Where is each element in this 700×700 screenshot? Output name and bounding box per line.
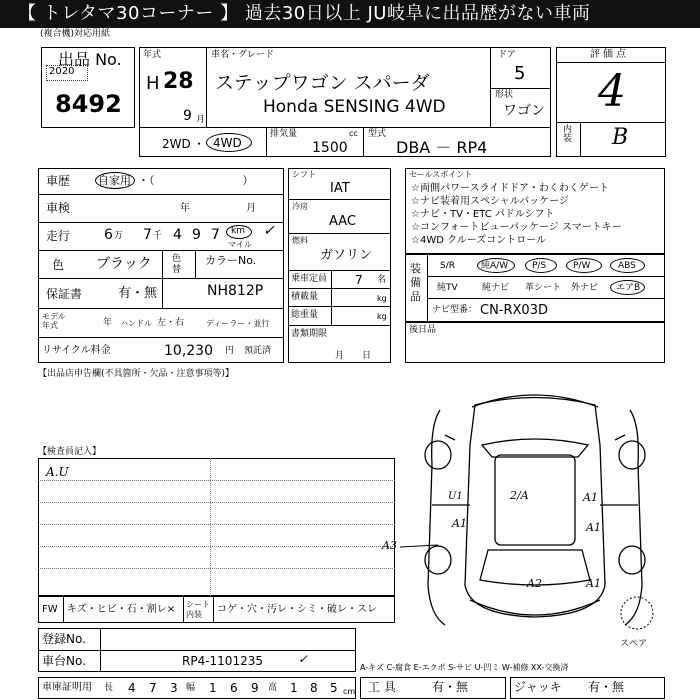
lot-number: 8492 (55, 90, 122, 118)
mileage-label: 走行 (46, 229, 71, 243)
length-2: 7 (149, 681, 157, 695)
inspection-label: 車検 (46, 201, 71, 215)
aircon-label: 冷房 (292, 202, 308, 211)
equip-navi: 純ナビ (482, 283, 510, 293)
height-3: 5 (330, 681, 338, 695)
seat-label: シート内装 (186, 600, 210, 619)
mark-a3: A3 (382, 539, 397, 552)
model-name: ステップワゴン スパーダ (215, 72, 430, 94)
mileage-sen: 千 (153, 231, 163, 241)
year-era: H (146, 73, 160, 94)
handle-label: ハンドル (120, 319, 152, 328)
mileage-digit-2: 7 (143, 227, 152, 243)
mark-a1-right-top: A1 (583, 491, 598, 504)
mark-a1-right-bottom: A1 (586, 577, 601, 590)
mileage-check: ✓ (263, 223, 275, 239)
score-value: 4 (598, 66, 626, 117)
doors-value: 5 (514, 63, 526, 84)
engine-label: 排気量 (270, 129, 298, 139)
doors-label: ドア (498, 50, 516, 60)
selling-point-1: ☆両側パワースライドドア・わくわくゲート (411, 183, 609, 194)
model-year-unit: 年 (103, 318, 113, 328)
docs-label: 書類期限 (291, 329, 328, 339)
seller-notes-label: 【出品店申告欄(不具箇所・欠品・注意事項等)】 (38, 369, 235, 379)
selling-point-2: ☆ナビ装着用スペシャルパッケージ (411, 196, 569, 207)
warranty-value: 有・無 (118, 286, 158, 301)
aftermarket-box (405, 322, 665, 363)
recycle-note: 預託済 (244, 346, 272, 356)
width-label: 幅 (186, 683, 196, 693)
fuel-label: 燃料 (292, 236, 308, 245)
selling-point-4: ☆コンフォートビューパッケージ スマートキー (411, 222, 622, 233)
year-month: 9 (183, 108, 192, 124)
dealer-label: ディーラー・並行 (206, 319, 270, 328)
recycle-unit: 円 (225, 346, 235, 356)
handle-value: 左・右 (157, 318, 185, 328)
docs-unit: 月日 (335, 351, 390, 361)
capacity-label: 乗車定員 (291, 274, 328, 284)
engine-unit: cc (349, 129, 358, 138)
warranty-label: 保証書 (46, 287, 83, 301)
engine-value: 1500 (312, 140, 348, 156)
length-1: 4 (128, 681, 136, 695)
equip-abs: ABS (618, 261, 636, 271)
fw-items: キズ・ヒビ・石・割レ× (67, 604, 176, 615)
mark-a1-left: A1 (452, 517, 467, 530)
color-code: NH812P (207, 283, 264, 299)
seat-items: コゲ・穴・汚レ・シミ・破レ・スレ (217, 604, 377, 615)
interior-value: B (612, 125, 629, 150)
color-code-label: カラーNo. (205, 254, 257, 267)
fuel-value: ガソリン (320, 248, 373, 263)
name-label: 車名・グレード (211, 50, 275, 60)
equip-aw: 純A/W (481, 261, 509, 271)
legend: A-キズ C-腐食 E-エクボ S-サビ U-凹ミ W-補修 XX-交換済 (360, 663, 569, 672)
mileage-digit-4: 9 (192, 227, 201, 243)
navi-label: ナビ型番： (432, 305, 478, 315)
recycle-label: リサイクル料金 (42, 345, 111, 356)
height-2: 8 (310, 681, 318, 695)
selling-point-5: ☆4WD クルーズコントロール (411, 235, 547, 246)
selling-label: セールスポイント (409, 170, 473, 179)
equip-pw: P/W (573, 261, 591, 271)
banner-subtext: (複合機)対応用紙 (40, 29, 111, 39)
year-value: 28 (163, 69, 194, 94)
inspection-month-unit: 月 (246, 203, 256, 214)
capacity-unit: 名 (377, 275, 387, 285)
model-year-label: モデル年式 (42, 312, 66, 330)
length-label: 長 (104, 683, 114, 693)
equip-airbag: エアB (616, 283, 641, 293)
height-label: 高 (268, 683, 278, 693)
score-label: 評価点 (590, 49, 629, 60)
width-3: 9 (251, 681, 259, 695)
equip-sr: S/R (440, 261, 455, 271)
aircon-value: AAC (329, 214, 356, 229)
jack-label: ジャッキ (514, 680, 562, 694)
tools-value: 有・無 (432, 680, 469, 694)
mileage-mile: マイル (228, 240, 252, 249)
mileage-digit-5: 7 (211, 227, 220, 243)
type-value: DBA － RP4 (396, 138, 488, 157)
width-1: 1 (209, 681, 217, 695)
capacity-value: 7 (355, 273, 363, 287)
color-value: ブラック (96, 256, 152, 272)
drive-2wd: 2WD (162, 137, 191, 151)
jack-value: 有・無 (588, 680, 625, 694)
selling-point-3: ☆ナビ・TV・ETC パドルシフト (411, 209, 555, 220)
registration-label: 登録No. (42, 632, 86, 646)
weight-label: 総重量 (291, 310, 319, 320)
lot-year-stamp-text: 2020 (49, 66, 75, 77)
inspector-note: A.U (46, 465, 69, 479)
dimensions-label: 車庫証明用 (42, 682, 92, 693)
mileage-digit-3: 4 (173, 227, 182, 243)
history-label: 車歴 (46, 174, 71, 188)
inspector-label: 【検査員記入】 (38, 447, 102, 457)
year-month-unit: 月 (196, 115, 206, 125)
weight-unit: kg (377, 312, 387, 321)
height-1: 1 (290, 681, 298, 695)
load-unit: kg (377, 294, 387, 303)
chassis-value: RP4-1101235 (182, 654, 263, 668)
mark-a2: A2 (527, 577, 542, 590)
recycle-value: 10,230 (164, 343, 213, 359)
mileage-digit-1: 6 (104, 227, 113, 243)
fw-label: FW (42, 604, 58, 615)
car-diagram (400, 385, 670, 645)
color-label: 色 (52, 258, 65, 272)
mark-a1-right-mid: A1 (586, 521, 601, 534)
equip-ext-navi: 外ナビ (571, 283, 599, 293)
shift-label: シフト (292, 170, 316, 179)
equip-tv: 純TV (437, 283, 458, 293)
equip-ps: P/S (532, 261, 547, 271)
inspection-year-unit: 年 (180, 203, 190, 214)
spare-label: スペア (620, 639, 648, 649)
dimensions-unit: cm (343, 687, 356, 696)
drive-4wd: 4WD (213, 136, 242, 150)
type-label: 型式 (368, 129, 387, 139)
banner-title: 【 トレタマ30コーナー 】 過去30日以上 JU岐阜に出品歴がない車両 (18, 3, 591, 24)
aftermarket-label: 後日品 (409, 325, 437, 335)
chassis-check: ✓ (298, 652, 309, 666)
interior-label: 内装 (563, 125, 573, 144)
width-2: 6 (230, 681, 238, 695)
length-3: 3 (170, 681, 178, 695)
shape-value: ワゴン (503, 103, 545, 119)
equipment-label: 装備品 (410, 262, 421, 303)
chassis-label: 車台No. (42, 654, 86, 668)
grade-name: Honda SENSING 4WD (263, 97, 446, 117)
inspector-box (38, 458, 395, 596)
color-change-label: 色替 (172, 254, 182, 275)
history-rest: ・（ ） (138, 174, 254, 187)
mark-roof: 2/A (510, 489, 529, 502)
shape-label: 形状 (495, 90, 514, 100)
load-label: 積載量 (291, 292, 319, 302)
shift-value: IAT (330, 181, 350, 196)
year-label: 年式 (143, 50, 162, 60)
lot-label: 出品 No. (58, 50, 122, 69)
navi-model: CN-RX03D (480, 303, 548, 318)
tools-label: 工 具 (368, 680, 396, 694)
history-own: 自家用 (98, 174, 131, 187)
drive-dot: ・ (193, 137, 206, 151)
mark-u1: U1 (448, 491, 463, 502)
mileage-man: 万 (114, 231, 124, 241)
mileage-km: km (231, 226, 245, 236)
equip-leather: 革シート (525, 283, 562, 293)
